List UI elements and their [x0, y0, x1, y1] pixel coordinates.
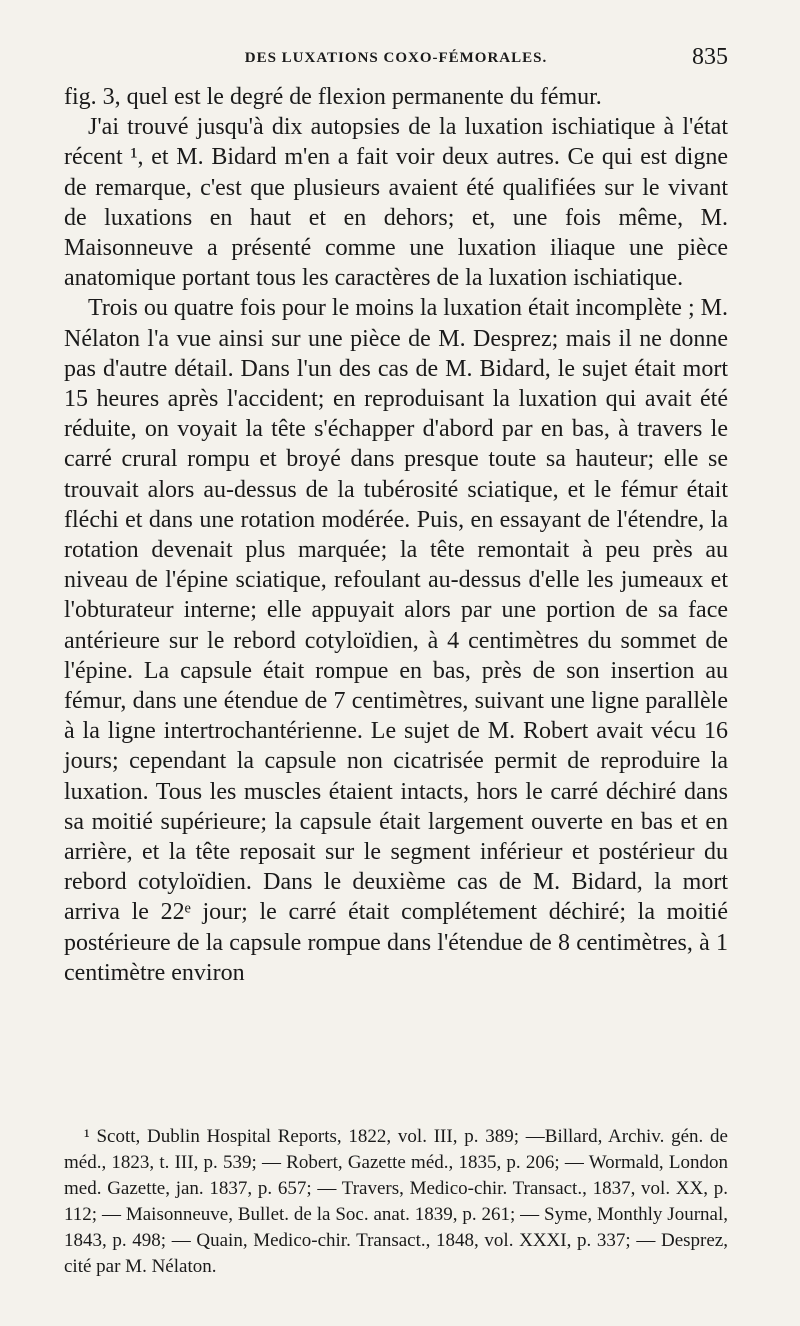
page-number: 835: [692, 44, 728, 70]
footnote: ¹ Scott, Dublin Hospital Reports, 1822, vol. III, p. 389; —Billard, Archiv. gén. de méd., 1823, t. III, p. 539; — Robert, Gazette méd., 1835, p. 206; — Wormald, London med. Gazette, jan. 1837, p. 657; — Travers, Medico-chir. Transact., 1837, vol. XX, p. 112; — Maisonneuve, Bullet. de la Soc. anat. 1839, p. 261; — Syme, Monthly Journal, 1843, p. 498; — Quain, Medico-chir. Transact., 1848, vol. XXXI, p. 337; — Desprez, cité par M. Nélaton.: [64, 1126, 728, 1277]
running-title: DES LUXATIONS COXO-FÉMORALES.: [244, 50, 548, 66]
paragraph: Trois ou quatre fois pour le moins la luxation était incomplète ; M. Nélaton l'a vue ainsi sur une pièce de M. Desprez; mais il ne donne pas d'autre détail. Dans l'un des cas de M. Bidard, le sujet était mort 15 heures après l'accident; en reproduisant la luxation qui avait été réduite, on voyait la tête s'échapper d'abord par en bas, à travers le carré crural rompu et broyé dans presque toute sa hauteur; elle se trouvait alors au-dessus de la tubérosité sciatique, et le fémur était fléchi et dans une rotation modérée. Puis, en essayant de l'étendre, la rotation devenait plus marquée; la tête remontait à peu près au niveau de l'épine sciatique, refoulant au-dessus d'elle les jumeaux et l'obturateur interne; elle appuyait alors par une portion de sa face antérieure sur le rebord cotyloïdien, à 4 centimètres du sommet de l'épine. La capsule était rompue en bas, près de son insertion au fémur, dans une étendue de 7 centimètres, suivant une ligne parallèle à la ligne intertrochantérienne. Le sujet de M. Robert avait vécu 16 jours; cependant la capsule non cicatrisée permit de reproduire la luxation. Tous les muscles étaient intacts, hors le carré déchiré dans sa moitié supérieure; la capsule était largement ouverte en bas et en arrière, et la tête reposait sur le segment inférieur et postérieur du rebord cotyloïdien. Dans le deuxième cas de M. Bidard, la mort arriva le 22ᵉ jour; le carré était complétement déchiré; la moitié postérieure de la capsule rompue dans l'étendue de 8 centimètres, à 1 centimètre environ: [64, 295, 728, 986]
body-text: [64, 82, 728, 988]
paragraph-continued: fig. 3, quel est le degré de flexion permanente du fémur.: [64, 84, 602, 110]
footnotes: [64, 1124, 728, 1280]
running-header: [64, 44, 728, 78]
paragraph: J'ai trouvé jusqu'à dix autopsies de la luxation ischiatique à l'état récent ¹, et M. Bidard m'en a fait voir deux autres. Ce qui est digne de remarque, c'est que plusieurs avaient été qualifiées sur le vivant de luxations en haut et en dehors; et, une fois même, M. Maisonneuve a présenté comme une luxation iliaque une pièce anatomique portant tous les caractères de la luxation ischiatique.: [64, 114, 728, 292]
